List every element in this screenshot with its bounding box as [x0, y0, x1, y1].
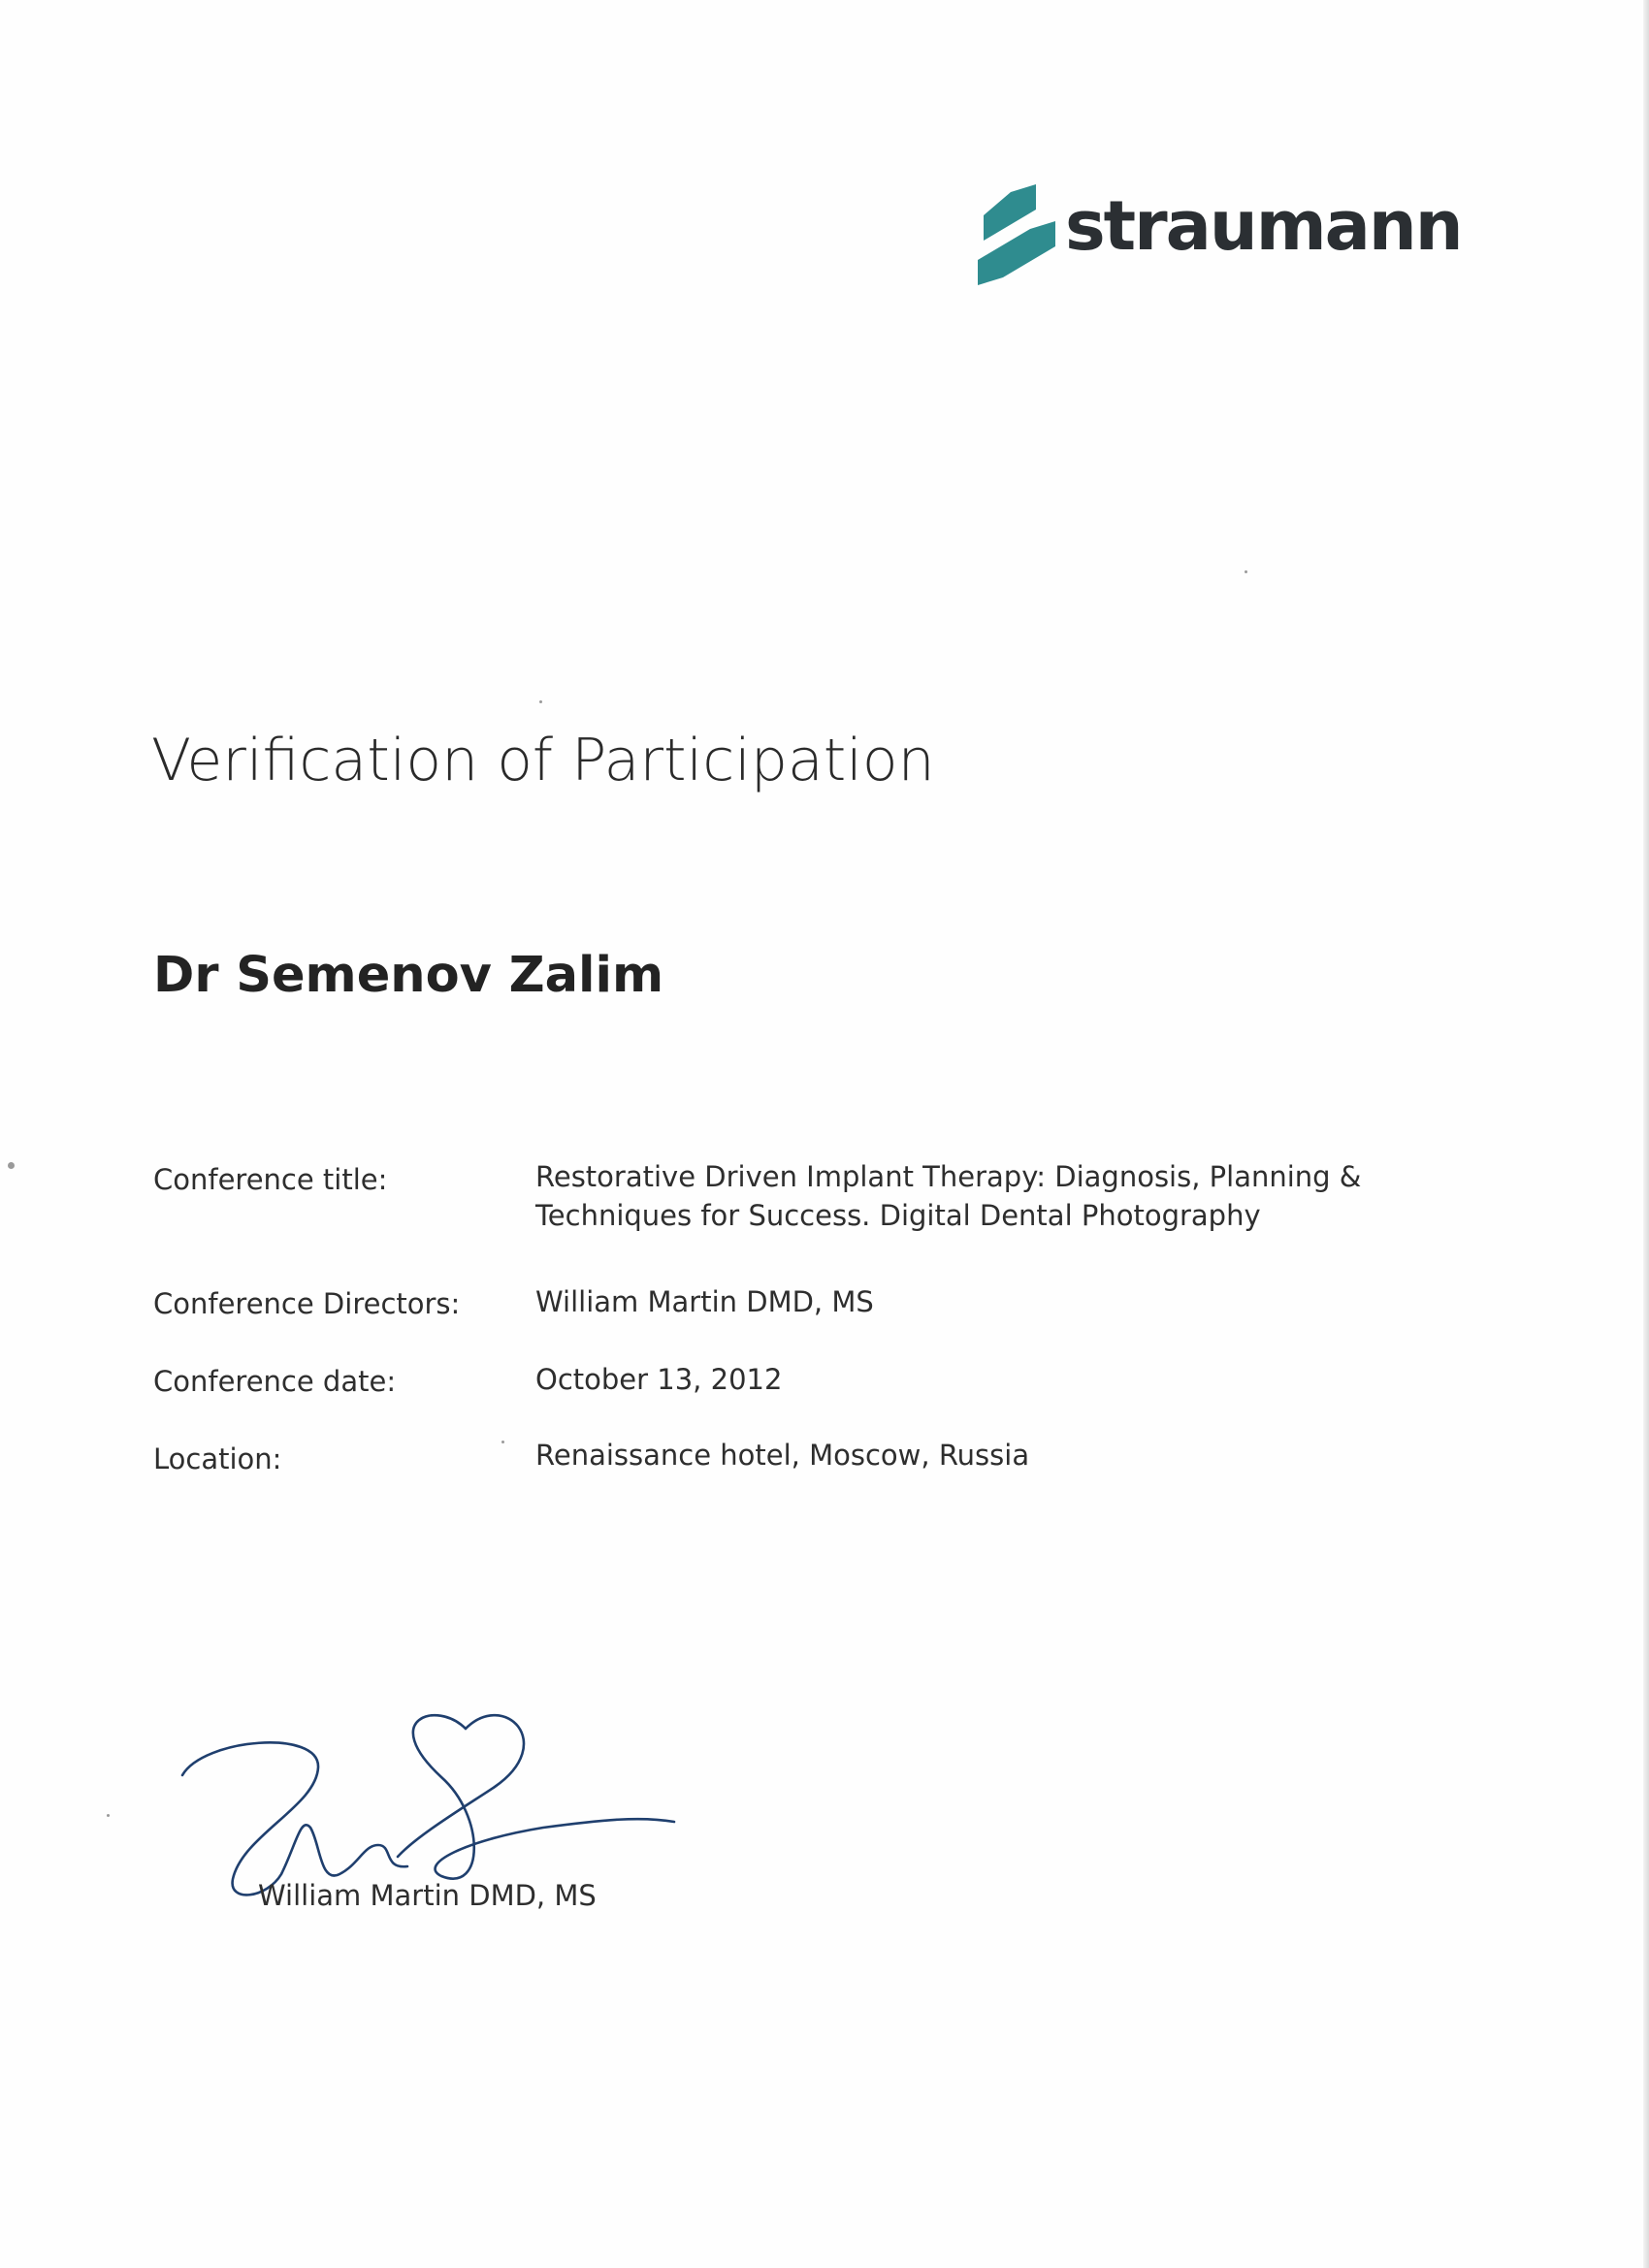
straumann-logo	[978, 184, 1463, 301]
conference-title-label: Conference title:	[153, 1163, 388, 1196]
location-value: Renaissance hotel, Moscow, Russia	[535, 1439, 1030, 1472]
page-edge-shadow	[1643, 0, 1649, 2268]
conference-title-line1: Restorative Driven Implant Therapy: Diagnosis, Planning &	[535, 1160, 1362, 1193]
scan-speck	[501, 1441, 504, 1443]
conference-directors-label: Conference Directors:	[153, 1287, 461, 1320]
scan-speck	[107, 1814, 110, 1817]
conference-date-label: Conference date:	[153, 1365, 397, 1398]
straumann-logo-mark	[978, 184, 1061, 291]
straumann-logo-text: straumann	[1065, 186, 1462, 266]
location-label: Location:	[153, 1442, 282, 1475]
conference-date-value: October 13, 2012	[535, 1363, 783, 1396]
conference-directors-value: William Martin DMD, MS	[535, 1285, 874, 1318]
recipient-name: Dr Semenov Zalim	[153, 947, 664, 1004]
signer-name: William Martin DMD, MS	[258, 1879, 597, 1912]
scan-speck	[1245, 570, 1247, 573]
certificate-title: Verification of Participation	[151, 727, 935, 794]
conference-title-line2: Techniques for Success. Digital Dental Photography	[535, 1199, 1261, 1232]
scan-speck	[539, 700, 542, 703]
scan-speck	[8, 1162, 15, 1169]
